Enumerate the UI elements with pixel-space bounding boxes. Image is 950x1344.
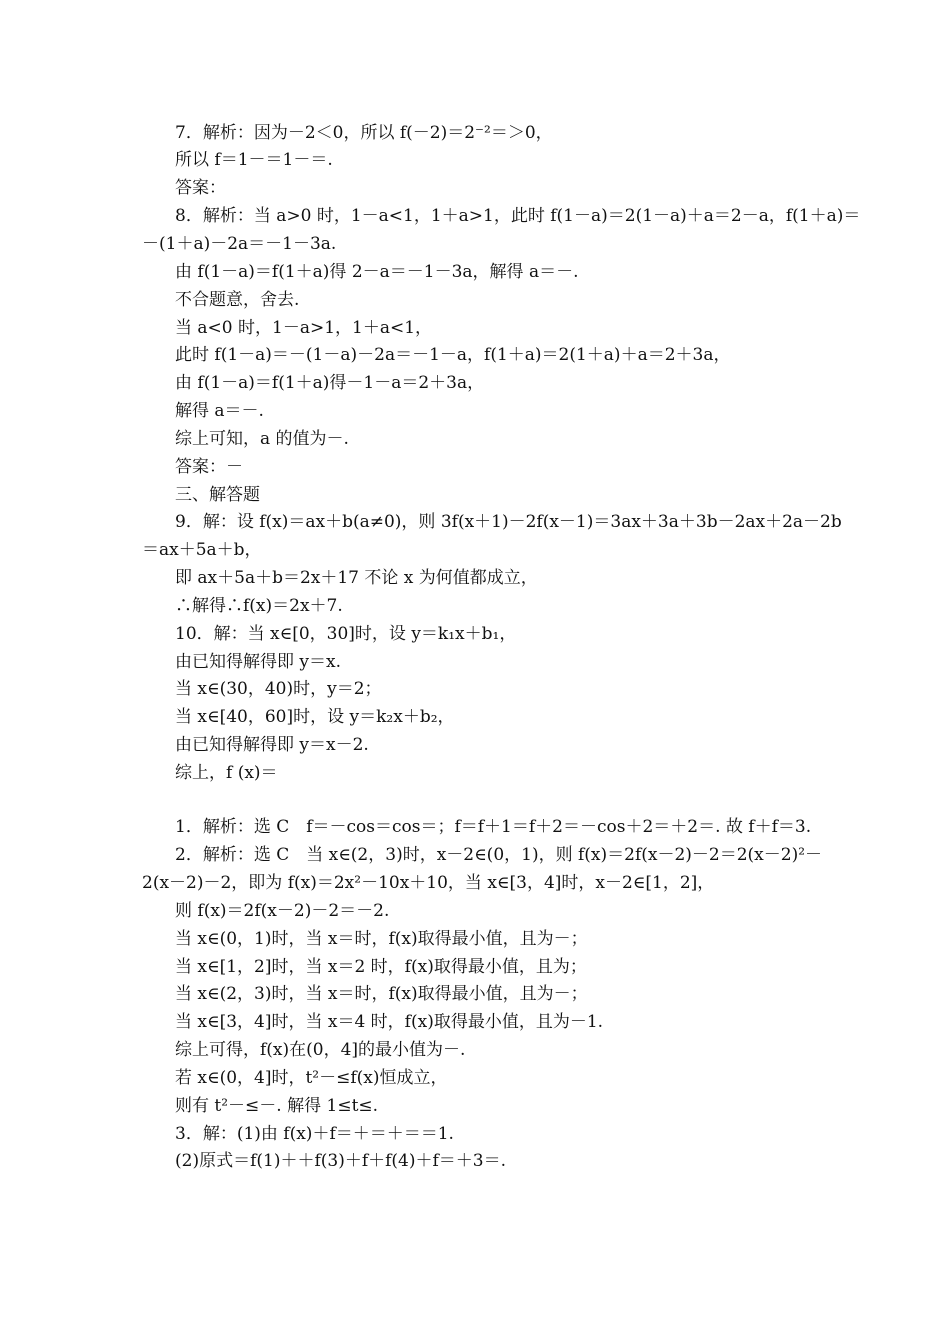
text-line: 由已知得解得即 y＝x. (175, 652, 341, 672)
text-line: 9．解：设 f(x)＝ax＋b(a≠0)，则 3f(x＋1)－2f(x－1)＝3ax＋3a＋3b－2ax＋2a－2b (175, 512, 842, 532)
text-line: 当 x∈[40，60]时，设 y＝k₂x＋b₂， (175, 707, 455, 727)
text-line: 当 a<0 时，1－a>1，1＋a<1， (175, 318, 433, 338)
text-line: 即 ax＋5a＋b＝2x＋17 不论 x 为何值都成立， (175, 568, 538, 588)
text-line: 8．解析：当 a>0 时，1－a<1，1＋a>1，此时 f(1－a)＝2(1－a)＋a＝2－a，f(1＋a)＝ (175, 206, 861, 226)
text-line: 10．解：当 x∈[0，30]时，设 y＝k₁x＋b₁， (175, 624, 517, 644)
text-line: 若 x∈(0，4]时，t²－≤f(x)恒成立， (175, 1068, 448, 1088)
text-line: －(1＋a)－2a＝－1－3a. (142, 234, 337, 254)
text-line: 则 f(x)＝2f(x－2)－2＝－2. (175, 901, 390, 921)
text-line: 所以 f＝1－＝1－＝. (175, 150, 333, 170)
text-line: 当 x∈[3，4]时，当 x＝4 时，f(x)取得最小值，且为－1. (175, 1012, 604, 1032)
text-line: 由 f(1－a)＝f(1＋a)得 2－a＝－1－3a，解得 a＝－. (175, 262, 579, 282)
text-line: 7．解析：因为－2＜0，所以 f(－2)＝2⁻²＝＞0， (175, 123, 553, 143)
text-line: 当 x∈(30，40)时，y＝2； (175, 679, 382, 699)
text-line: 答案： (175, 178, 226, 198)
text-line: 当 x∈[1，2]时，当 x＝2 时，f(x)取得最小值，且为； (175, 957, 587, 977)
section-heading: 三、解答题 (175, 485, 260, 505)
text-line: 综上可得，f(x)在(0，4]的最小值为－. (175, 1040, 466, 1060)
text-line: 不合题意，舍去. (175, 290, 300, 310)
text-line: 综上可知，a 的值为－. (175, 429, 349, 449)
text-line: 2(x－2)－2，即为 f(x)＝2x²－10x＋10，当 x∈[3，4]时，x－2∈[1，2]， (142, 873, 715, 893)
text-line: 由已知得解得即 y＝x－2. (175, 735, 369, 755)
text-line: 综上，f (x)＝ (175, 763, 278, 783)
text-line: 则有 t²－≤－. 解得 1≤t≤. (175, 1096, 379, 1116)
text-line: 解得 a＝－. (175, 401, 264, 421)
text-line: ∴解得∴f(x)＝2x＋7. (175, 596, 343, 616)
text-line: (2)原式＝f(1)＋＋f(3)＋f＋f(4)＋f＝＋3＝. (175, 1151, 507, 1171)
text-line: 由 f(1－a)＝f(1＋a)得－1－a＝2＋3a， (175, 373, 485, 393)
text-line: 答案：－ (175, 457, 243, 477)
text-line: 当 x∈(2，3)时，当 x＝时，f(x)取得最小值，且为－； (175, 984, 588, 1004)
text-line: 3．解：(1)由 f(x)＋f＝＋＝＋＝＝1. (175, 1124, 454, 1144)
text-line: 当 x∈(0，1)时，当 x＝时，f(x)取得最小值，且为－； (175, 929, 588, 949)
text-line: ＝ax＋5a＋b， (142, 540, 262, 560)
text-line: 2．解析：选 C 当 x∈(2，3)时，x－2∈(0，1)，则 f(x)＝2f(x－2)－2＝2(x－2)²－ (175, 845, 823, 865)
text-line: 1．解析：选 C f＝－cos＝cos＝；f＝f＋1＝f＋2＝－cos＋2＝＋2＝. 故 f＋f＝3. (175, 817, 812, 837)
text-line: 此时 f(1－a)＝－(1－a)－2a＝－1－a，f(1＋a)＝2(1＋a)＋a＝2＋3a， (175, 345, 731, 365)
